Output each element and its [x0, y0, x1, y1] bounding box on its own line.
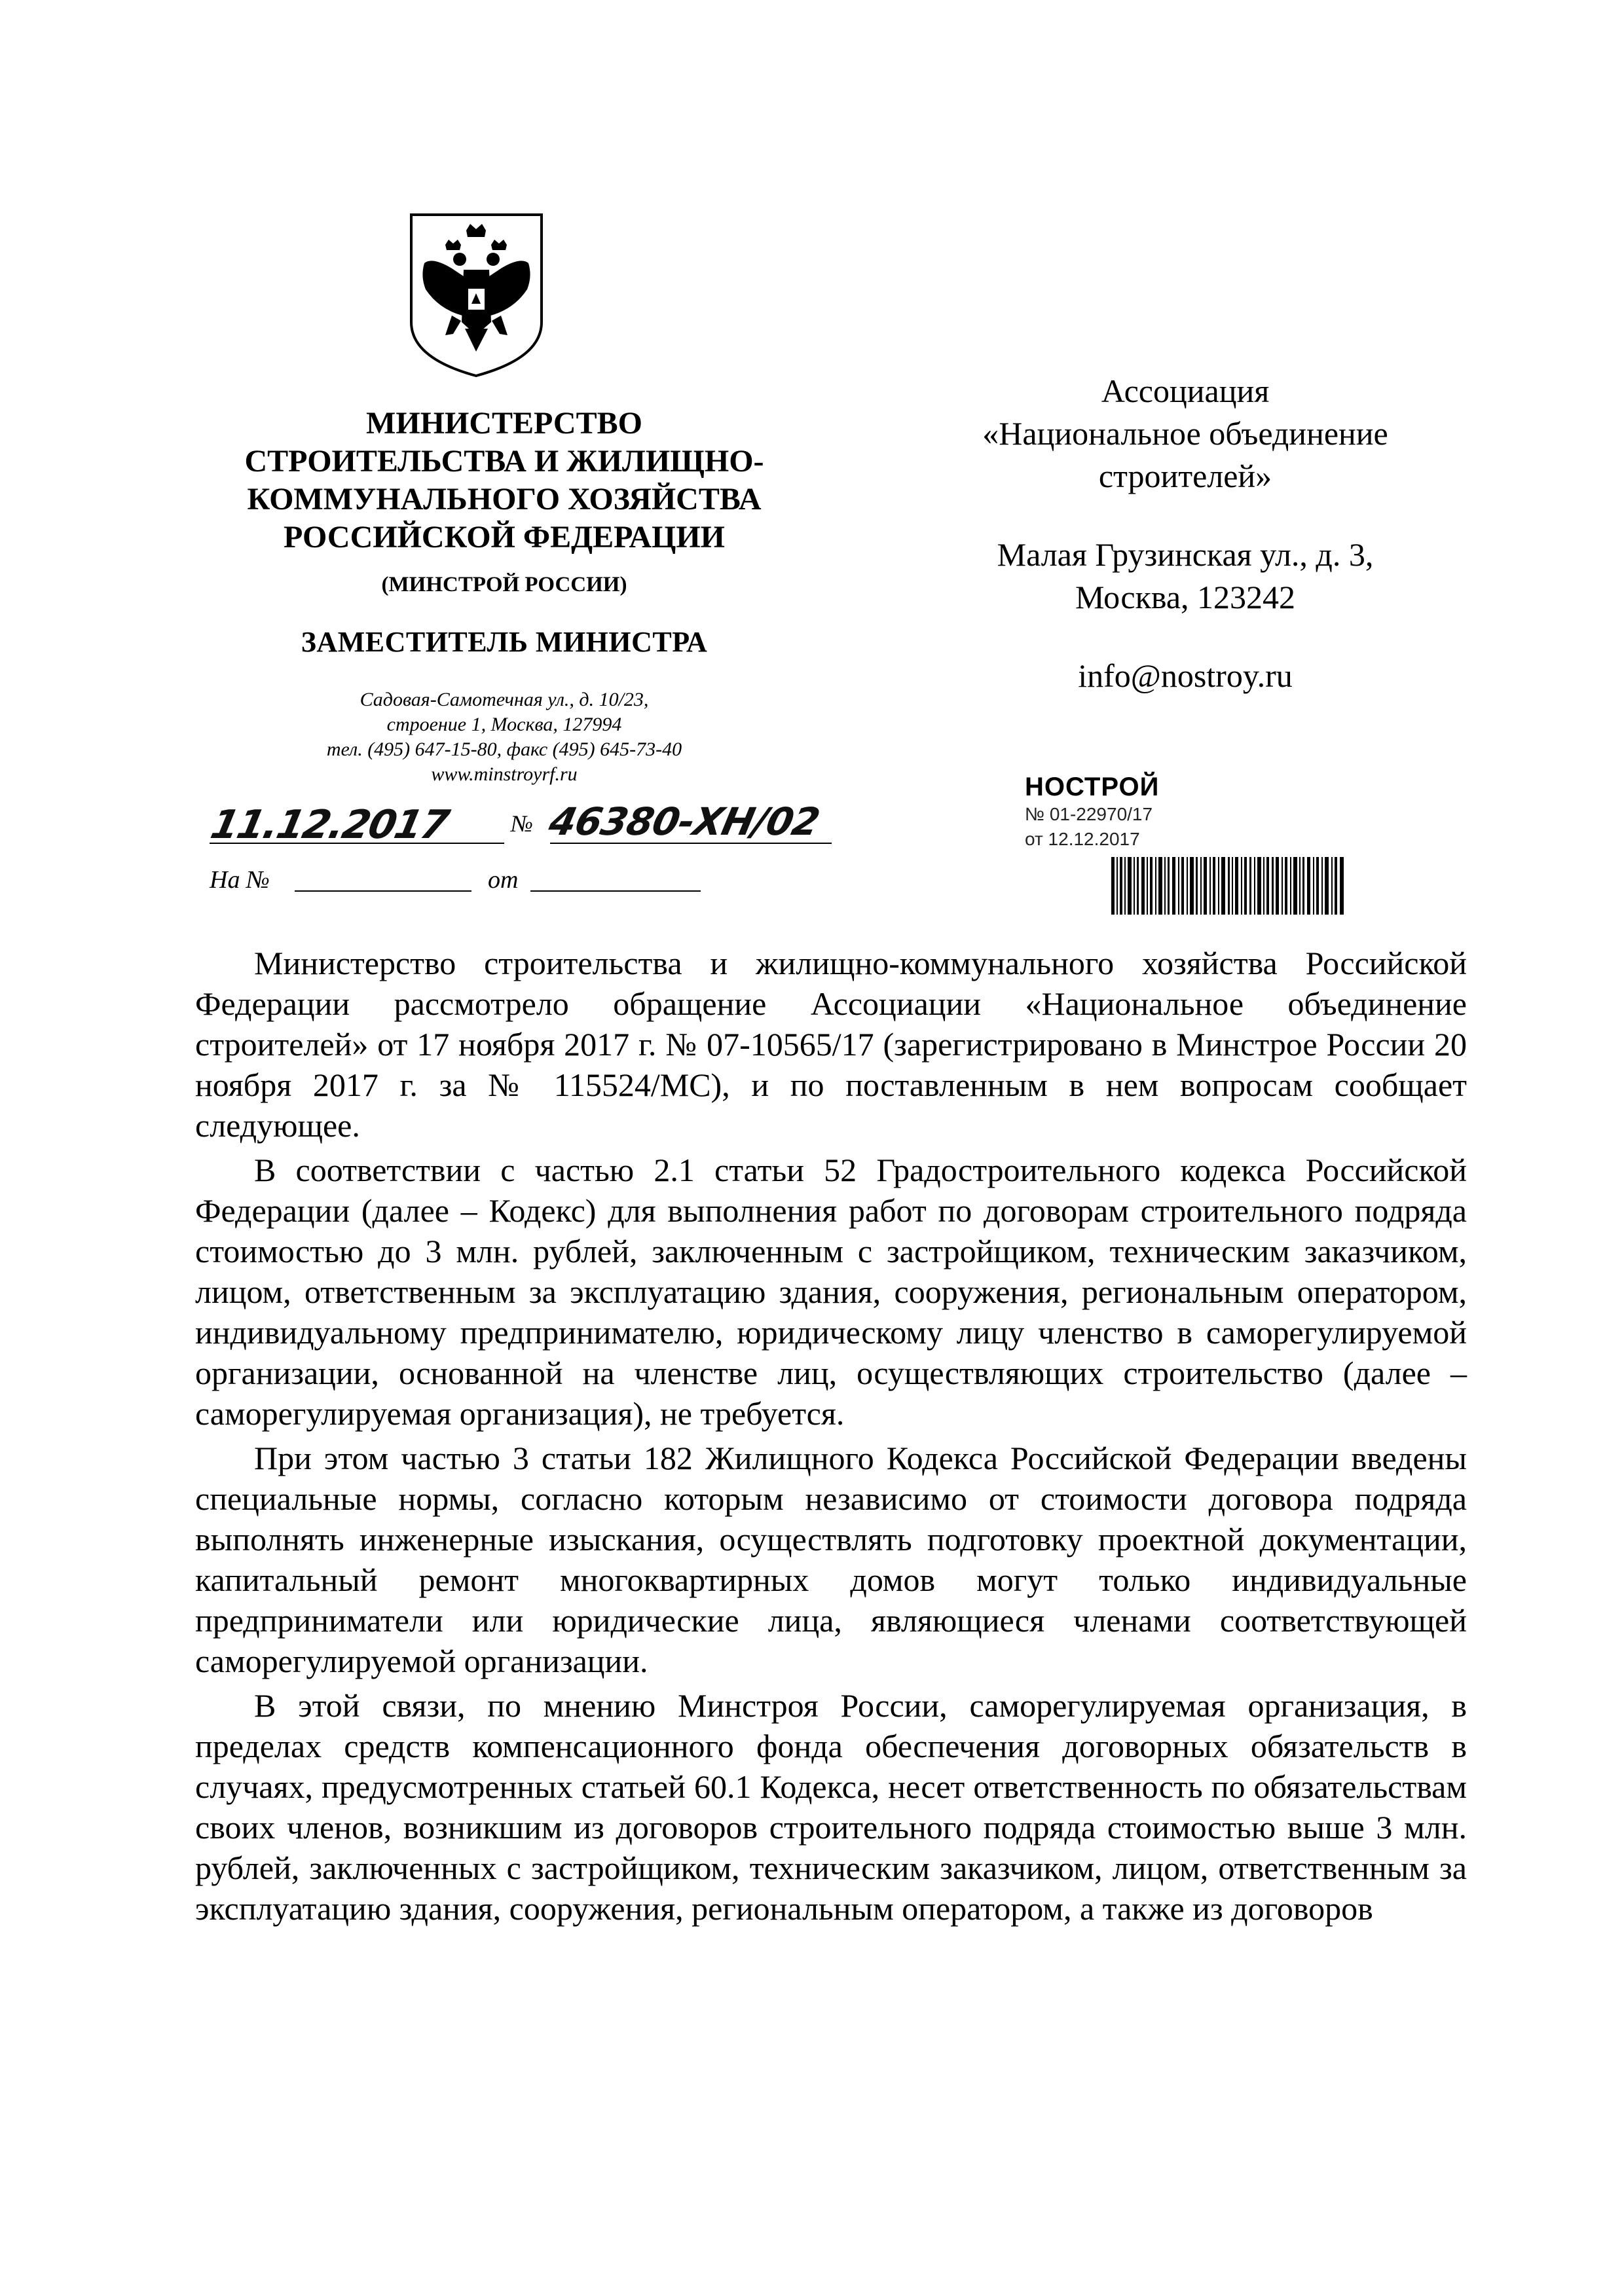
barcode-icon — [1110, 857, 1346, 915]
addressee-line: Ассоциация — [1101, 373, 1270, 409]
signatory-position: ЗАМЕСТИТЕЛЬ МИНИСТРА — [301, 626, 708, 658]
ministry-name — [196, 405, 812, 556]
outgoing-number: 46380-ХН/02 — [545, 799, 824, 844]
number-label: № — [511, 811, 533, 837]
reference-number-label: На № — [210, 866, 270, 894]
ministry-name-line: РОССИЙСКОЙ ФЕДЕРАЦИИ — [283, 520, 726, 555]
reference-number-blank — [295, 890, 471, 892]
incoming-stamp — [1025, 773, 1392, 918]
reference-line — [210, 866, 707, 898]
address-line: Садовая-Самотечная ул., д. 10/23, — [360, 689, 649, 710]
reference-from-label: от — [488, 866, 519, 894]
addressee-line: «Национальное объединение — [982, 415, 1388, 452]
addressee-line: строителей» — [1098, 458, 1272, 494]
ministry-name-line: МИНИСТЕРСТВО — [366, 406, 642, 441]
ministry-name-line: СТРОИТЕЛЬСТВА И ЖИЛИЩНО- — [244, 444, 764, 479]
ministry-address — [196, 687, 812, 787]
coat-of-arms-emblem — [406, 211, 547, 380]
address-line: строение 1, Москва, 127994 — [386, 714, 622, 735]
body-paragraph: В соответствии с частью 2.1 статьи 52 Градостроительного кодекса Российской Федерации (далее – Кодекс) для выполнения работ по договорам строительного подряда стоимостью до 3 млн. рублей, заключенным с застройщиком, техническим заказчиком, лицом, ответственным за эксплуатацию здания, сооружения, региональным оператором, индивидуальному предпринимателю, юридическому лицу членство в саморегулируемой организации, основанной на членстве лиц, осуществляющих строительство (далее – саморегулируемая организация), не требуется. — [195, 1152, 1467, 1432]
addressee-email: info@nostroy.ru — [1078, 657, 1293, 694]
addressee-address-line: Москва, 123242 — [1075, 579, 1296, 615]
date-underline — [210, 843, 504, 844]
letter-body — [195, 943, 1467, 1929]
outgoing-registration — [206, 799, 838, 848]
stamp-org: НОСТРОЙ — [1025, 773, 1160, 801]
outgoing-date: 11.12.2017 — [206, 802, 452, 848]
ministry-short-name: (МИНСТРОЙ РОССИИ) — [381, 573, 627, 596]
addressee-address-line: Малая Грузинская ул., д. 3, — [997, 536, 1374, 573]
reference-date-blank — [530, 890, 701, 892]
body-paragraph: Министерство строительства и жилищно-коммунального хозяйства Российской Федерации рассмотрело обращение Ассоциации «Национальное объединение строителей» от 17 ноября 2017 г. № 07-10565/17 (зарегистрировано в Минстрое России 20 ноября 2017 г. за № 115524/МС), и по поставленным в нем вопросам сообщает следующее. — [195, 945, 1467, 1144]
body-paragraph: При этом частью 3 статьи 182 Жилищного Кодекса Российской Федерации введены специальные нормы, согласно которым независимо от стоимости договора подряда выполнять инженерные изыскания, осуществлять подготовку проектной документации, капитальный ремонт многоквартирных домов могут только индивидуальные предприниматели или юридические лица, являющиеся членами соответствующей саморегулируемой организации. — [195, 1440, 1467, 1679]
ministry-name-line: КОММУНАЛЬНОГО ХОЗЯЙСТВА — [247, 482, 762, 517]
body-paragraph: В этой связи, по мнению Минстроя России, саморегулируемая организация, в пределах средств компенсационного фонда обеспечения договорных обязательств в случаях, предусмотренных статьей 60.1 Кодекса, несет ответственность по обязательствам своих членов, возникшим из договоров строительного подряда стоимостью выше 3 млн. рублей, заключенных с застройщиком, техническим заказчиком, лицом, ответственным за эксплуатацию здания, сооружения, региональным оператором, а также из договоров — [195, 1687, 1467, 1927]
stamp-date: от 12.12.2017 — [1025, 829, 1140, 849]
addressee-block — [891, 370, 1480, 697]
number-underline — [550, 843, 832, 844]
address-line: тел. (495) 647-15-80, факс (495) 645-73-40 — [326, 738, 682, 760]
stamp-number: № 01-22970/17 — [1025, 804, 1153, 824]
address-line: www.minstroyrf.ru — [431, 763, 578, 785]
